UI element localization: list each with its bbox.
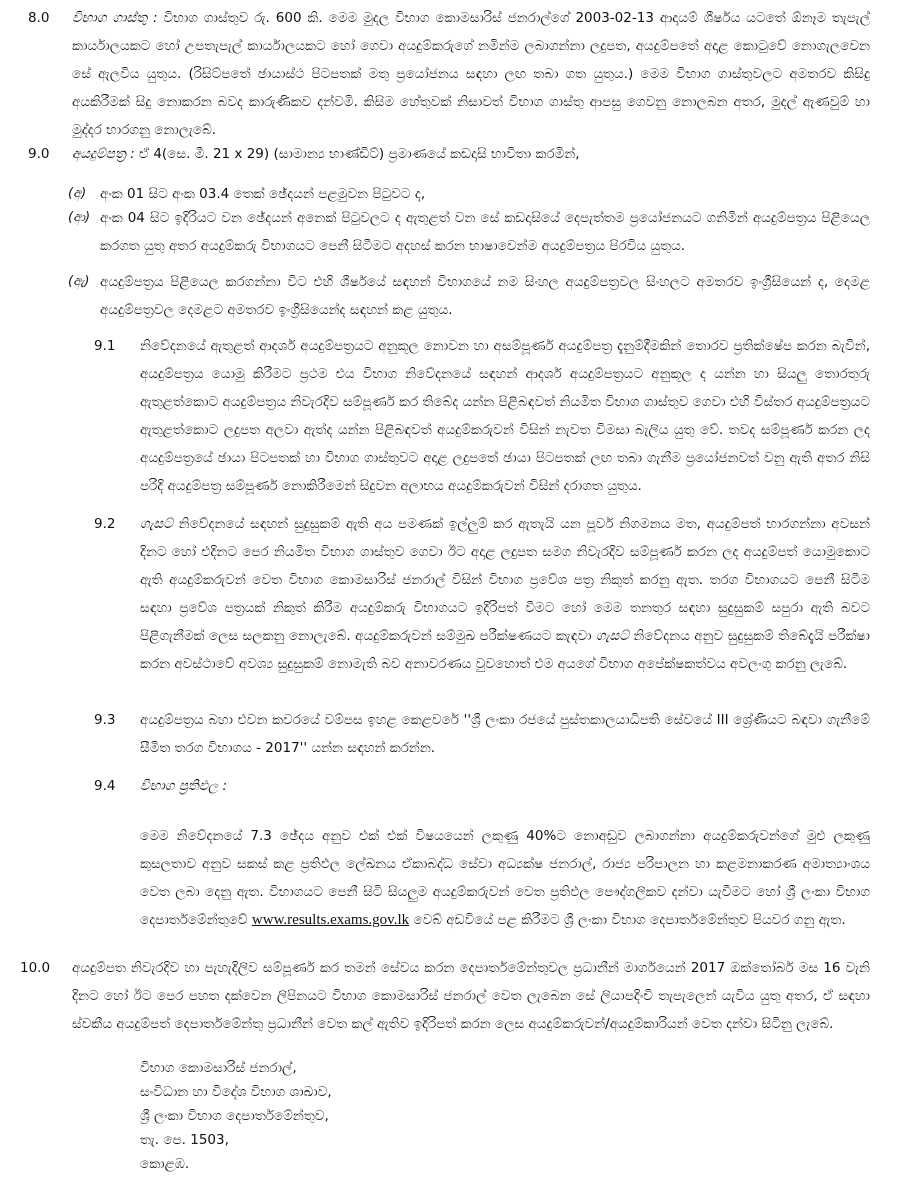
item-text: අංක 04 සිට ඉදිරියට වන ඡේදයන් අනෙක් පිටුවලට ද ඇතුළත් වන සේ කඩදාසියේ දෙපැත්තම ප්‍රයෝජනයට ගනිමින් අයදුම්පත්‍රය පිළියෙල කරගත යුතු අතර අයදුම්කරු විභාගයට පෙනී සිටීමට අදහස් කරන භාෂාවෙන්ම අයදුම්පත්‍රය පිරවිය යුතුය. (100, 210, 870, 254)
section-text-after: වෙබ් අඩවියේ පළ කිරීමට ශ්‍රී ලංකා විභාග දෙපාර්තමේන්තුව පියවර ගනු ඇත. (409, 912, 846, 928)
section-body (72, 4, 870, 144)
section-text: නිවේදනයේ ඇතුළත් ආදර්ශ අයදුම්පත්‍රයට අනුකූල නොවන හා අසම්පූර්ණ අයදුම්පත්‍ර දැනුම්දීමකින් තොරව ප්‍රතික්ෂේප කරන බැවින්, අයදුම්පත්‍රය යොමු කිරීමට ප්‍රථම එය විභාග නිවේදනයේ සඳහන් ආදර්ශ අයදුම්පත්‍රයට අනුකූල ද යන්න හා සියලු තොරතුරු ඇතුළත්කොට අයදුම්පත්‍රය නිවැරදිව සම්පූර්ණ කර තිබේද යන්න පිළිබඳවත් නියමිත විභාග ගාස්තුව ගෙවා එහි විස්තර අයදුම්පත්‍රයට ඇතුළත්කොට ලදුපත අලවා ඇත්ද යන්න පිළිබඳවත් අයදුම්කරුවන් විසින් නැවත විමසා බැලිය යුතු වේ. තවද සම්පූර්ණ කරන ලද අයදුම්පත්‍රයේ ඡායා පිටපතක් හා විභාග ගාස්තුවට අදාළ ලදුපතේ ඡායා පිටපතක් ලඟ තබා ගැනීම ප්‍රයෝජනවත් වනු ඇති අතර නිසි පරිදි අයදුම්පත්‍ර සම්පූර්ණ නොකිරීමෙන් සිදුවන අලාභය අයදුම්කරුවන් විසින් දරාගත යුතුය. (140, 338, 870, 494)
section-text: අයදුම්පත්‍රය බහා එවන කවරයේ වම්පස ඉහළ කෙළවරේ ''ශ්‍රී ලංකා රජයේ පුස්තකාලයාධිපති සේවයේ III ශ්‍රේණියට බඳවා ගැනීමේ සීමිත තරග විභාගය - 2017'' යන්න සඳහන් කරන්න. (140, 712, 870, 756)
section-title: විභාග ගාස්තු : (72, 10, 158, 26)
results-website-link[interactable]: www.results.exams.gov.lk (251, 912, 410, 928)
section-number: 10.0 (20, 960, 51, 976)
section-text: විභාග ගාස්තුව රු. 600 කි. මෙම මුදල විභාග කොමසාරිස් ජනරාල්ගේ 2003-02-13 ආදායම් ශීර්ෂය යටතේ ඕනෑම තැපැල් කාර්යාලයකට හෝ උපතැපැල් කාර්යාලයකට හෝ ගෙවා අයදුම්කරුගේ නමින්ම ලබාගන්නා ලදුපත, අයදුම්පතේ අදාළ කොටුවේ නොගැලවෙන සේ ඇලවිය යුතුය. (රිසිට්පතේ ඡායාස්ථ පිටපතක් මතු ප්‍රයෝජනය සඳහා ලඟ තබා ගත යුතුය.) මෙම විභාග ගාස්තුවලට අමතරව කිසිදු අයකිරීමක් සිදු නොකරන බවද කාරුණිකව දන්වමි. කිසිම හේතුවක් නිසාවත් විභාග ගාස්තු ආපසු ගෙවනු නොලබන අතර, මුදල් ඇණවුම් හා මුද්දර භාරගනු නොලැබේ. (72, 10, 870, 138)
section-number: 9.4 (94, 778, 116, 794)
address-line: සංවිධාන හා විදේශ විභාග ශාඛාව, (140, 1084, 332, 1100)
section-text: නිවේදනයේ සඳහන් සුදුසුකම් ඇති අය පමණක් ඉල්ලුම් කර ඇතැයි යන පූර්ව නිගමනය මත, අයදුම්පත් භාරගන්නා අවසන් දිනට හෝ එදිනට පෙර නියමිත විභාග ගාස්තුව ගෙවා ඊට අදාළ ලදුපත සමග නිවැරදිව සම්පූර්ණ කරන ලද අයදුම්පත් යොමුකොට ඇති අයදුම්කරුවන් වෙත විභාග කොමසාරිස් ජනරාල් විසින් විභාග ප්‍රවේශ පත්‍ර නිකුත් කරනු ඇත. තරග විභාගයට පෙනී සිටීම සඳහා ප්‍රවේශ පත්‍රයක් නිකුත් කිරීම අයදුම්කරු විභාගයට ඉදිරිපත් වීමට හෝ මෙම තනතුර සඳහා සුදුසුකම් සපුරා ඇති බවට පිළිගැනීමක් ලෙස සලකනු නොලැබේ. අයදුම්කරුවන් සම්මුඛ පරීක්ෂණයට කැඳවා (140, 516, 870, 644)
section-number: 9.3 (94, 712, 116, 728)
section-number: 9.2 (94, 516, 116, 532)
gazette-word: ගැසට් (596, 628, 629, 644)
section-text: අයදුම්පත නිවැරදිව හා පැහැදිලිව සම්පූර්ණ කර තමන් සේවය කරන දෙපාර්තමේන්තුවල ප්‍රධානීන් මාර්ගයෙන් 2017 ඔක්තෝබර් මස 16 වැනි දිනට හෝ ඊට පෙර පහත දක්වෙන ලිපිනයට විභාග කොමසාරිස් ජනරාල් වෙත ලැබෙන සේ ලියාපදිංචි තැපැලෙන් යැවිය යුතු අතර, ඒ සඳහා ස්වකීය අයදුම්පත් දෙපාර්තමේන්තු ප්‍රධානීන් වෙත කල් ඇතිව ඉදිරිපත් කරන ලෙස අයදුම්කරුවන්/අයදුම්කාරියන් වෙත දන්වා සිටිනු ලැබේ. (72, 960, 870, 1032)
address-line: විභාග කොමසාරිස් ජනරාල්, (140, 1060, 297, 1076)
section-text-2: නිවේදනය අනුව සුදුසුකම් තිබේදැයි පරීක්ෂා කරන අවස්ථාවේ අවශ්‍ය සුදුසුකම් නොමැති බව අනාවරණය වුවහොත් එම අයගේ විභාග අපේක්ෂකත්වය අවලංගු කරනු ලැබේ. (140, 628, 870, 672)
section-title: විභාග ප්‍රතිඵල : (140, 778, 228, 794)
section-number: 9.1 (94, 338, 116, 354)
gazette-word: ගැසට් (140, 516, 173, 532)
section-body (72, 140, 870, 168)
section-body (140, 822, 870, 934)
item-label: (අ) (68, 186, 87, 201)
section-number: 8.0 (28, 10, 50, 26)
section-title: අයදුම්පත්‍ර : (72, 146, 135, 162)
item-text: අයදුම්පත්‍රය පිළියෙල කරගන්නා විට එහි ශීර්ෂයේ සඳහන් විභාගයේ නම සිංහල අයදුම්පත්‍රවල සිංහලට අමතරව ඉංග්‍රීසියෙන් ද, දෙමළ අයදුම්පත්‍රවල දෙමළට අමතරව ඉංග්‍රීසියෙන්ද සඳහන් කළ යුතුය. (100, 274, 870, 318)
section-body (140, 510, 870, 678)
section-text: ඒ 4(සෙ. මී. 21 x 29) (සාමාන්‍ය භාණ්ඩිට්) ප්‍රමාණයේ කඩදාසි භාවිතා කරමින්, (134, 146, 580, 162)
item-text: අංක 01 සිට අංක 03.4 තෙක් ඡේදයන් පළමුවන පිටුවට ද, (100, 186, 426, 202)
section-number: 9.0 (28, 146, 50, 162)
address-line: ශ්‍රී ලංකා විභාග දෙපාර්තමේන්තුව, (140, 1108, 329, 1124)
item-label: (ආ) (68, 210, 91, 225)
address-line: කොළඹ. (140, 1156, 190, 1172)
address-line: තැ. පෙ. 1503, (140, 1132, 229, 1148)
item-label: (ඇ) (68, 274, 90, 289)
section-text: මෙම නිවේදනයේ 7.3 ඡේදය අනුව එක් එක් විෂයයෙන් ලකුණු 40%ට නොඅඩුව ලබාගන්නා අයදුම්කරුවන්ගේ මුළු ලකුණු කුසලතාව අනුව සකස් කළ ප්‍රතිඵල ලේඛනය ඒකාබද්ධ සේවා අධ්‍යක්ෂ ජනරාල්, රාජ්‍ය පරිපාලන හා කළමනාකරණ අමාත්‍යාංශය වෙත ලබා දෙනු ඇත. විභාගයට පෙනී සිටි සියලුම අයදුම්කරුවන් වෙත ප්‍රතිඵල පෞද්ගලිකව දන්වා යැවීමට හෝ ශ්‍රී ලංකා විභාග දෙපාර්තමේන්තුවේ (140, 828, 870, 928)
